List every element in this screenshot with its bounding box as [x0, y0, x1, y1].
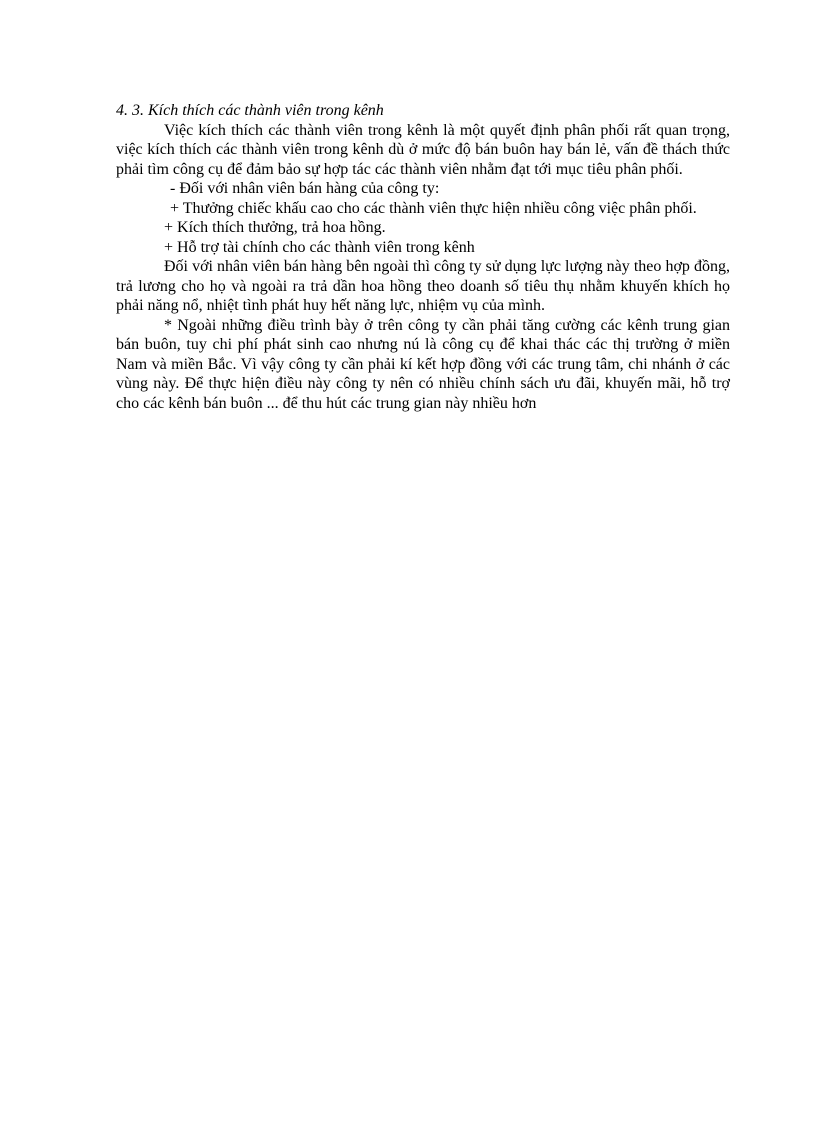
paragraph-wholesale: * Ngoài những điều trình bày ở trên công ty cần phải tăng cường các kênh trung gian bán buôn, tuy chi phí phát sinh cao nhưng nú là công cụ để khai thác các thị trường ở miền Nam và miền Bắc. Vì vậy công ty cần phải kí kết hợp đồng với các trung tâm, chi nhánh ở các vùng này. Để thực hiện điều này công ty nên có nhiều chính sách ưu đãi, khuyến mãi, hỗ trợ cho các kênh bán buôn ... để thu hút các trung gian này nhiều hơn [116, 316, 730, 412]
paragraph-commission-item: + Kích thích thưởng, trả hoa hồng. [164, 219, 386, 236]
paragraph-finance-item: + Hỗ trợ tài chính cho các thành viên trong kênh [164, 238, 475, 256]
section-heading: 4. 3. Kích thích các thành viên trong kênh [116, 102, 384, 119]
document-page [116, 101, 730, 413]
paragraph-bonus-item: + Thưởng chiếc khấu cao cho các thành viên thực hiện nhiều công việc phân phối. [170, 199, 697, 217]
paragraph-staff-list-title: - Đối với nhân viên bán hàng của công ty: [170, 180, 440, 197]
paragraph-intro: Việc kích thích các thành viên trong kênh là một quyết định phân phối rất quan trọng, việc kích thích các thành viên trong kênh dù ở mức độ bán buôn hay bán lẻ, vấn đề thách thức phải tìm công cụ để đảm bảo sự hợp tác các thành viên nhằm đạt tới mục tiêu phân phối. [116, 121, 730, 178]
paragraph-external-staff: Đối với nhân viên bán hàng bên ngoài thì công ty sử dụng lực lượng này theo hợp đồng, trả lương cho họ và ngoài ra trả dần hoa hồng theo doanh số tiêu thụ nhằm khuyến khích họ phải năng nổ, nhiệt tình phát huy hết năng lực, nhiệm vụ của mình. [116, 258, 730, 314]
